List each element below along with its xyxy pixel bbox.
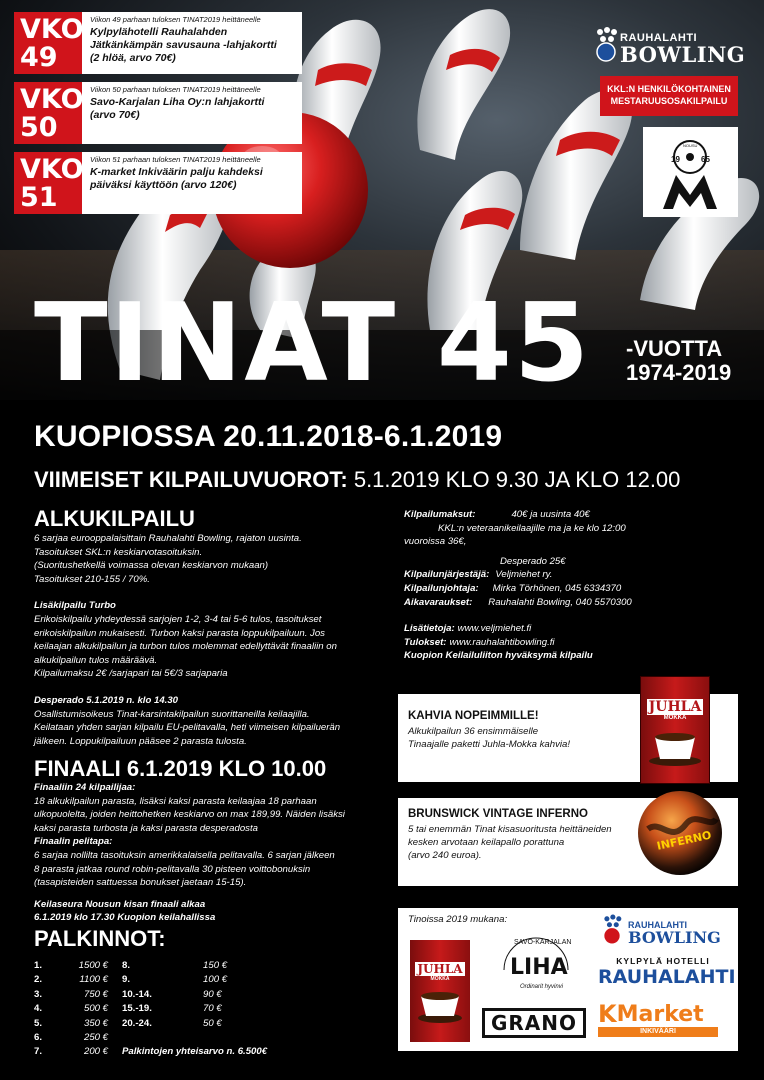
week-50-caption: Viikon 50 parhaan tuloksen TINAT2019 heittäneelle [90, 85, 261, 94]
inferno-ball [636, 789, 724, 877]
week-51-caption: Viikon 51 parhaan tuloksen TINAT2019 heittäneelle [90, 155, 261, 164]
week-50-prize-text: Savo-Karjalan Liha Oy:n lahjakortti (arvo 70€) [90, 96, 265, 121]
table-row: 6. 250 € [34, 1031, 108, 1043]
week-49-caption: Viikon 49 parhaan tuloksen TINAT2019 heittäneelle [90, 15, 261, 24]
alkukilpailu-heading: ALKUKILPAILU [34, 506, 195, 531]
sponsors-heading: Tinoissa 2019 mukana: [408, 914, 508, 925]
kkl-badge: KKL:N HENKILÖKOHTAINEN MESTARUUSOSAKILPAILU [600, 76, 738, 116]
week-49-prize [14, 12, 302, 74]
sponsors-box [398, 908, 738, 1051]
alkukilpailu-body: 6 sarjaa eurooppalaisittain Rauhalahti Bowling, rajaton uusinta. Tasoitukset SKL:n keskiarvotasoituksin. (Suoritushetkellä voimassa olevan keskiarvon mukaan) Tasoitukset 210-155 / 70%. Lisäkilpailu Turbo Erikoiskilpailu yhdeydessä sarjojen 1-2, 3-4 tai 5-6 tulos, tasoitukset erikoiskilpailun mukaisesti. Turbon kaksi parasta loppukilpailuun. Jos keilaajan alkukilpailun ja turbon tulos molemmat edellyttävät finaaliin on alkukilpailun tulos määräävä. Kilpailumaksu 2€ /sarjapari tai 5€/3 sarjaparia Desperado 5.1.2019 n. klo 14.30 Osallistumisoikeus Tinat-karsintakilpailun suorittaneilla keilaajilla. Keilataan yhden sarjan kilpailu EU-pelitavalla, heti viimeisen kilpailuerän jälkeen. Loppukilpailuun pääsee 2 parasta tulosta. [34, 532, 394, 748]
ball-box: BRUNSWICK VINTAGE INFERNO 5 tai enemmän Tinat kisasuoritusta heittäneiden kesken arvotaan keilapallo porattuna (arvo 240 euroa). [398, 798, 738, 886]
week-50-badge: VKO 50 [14, 82, 82, 144]
rauhalahti-bowling-logo: RAUHALAHTI BOWLING [588, 22, 740, 70]
ball-title: BRUNSWICK VINTAGE INFERNO [408, 808, 588, 820]
juhla-mokka-package: JUHLA MOKKA [640, 676, 710, 784]
desperado-title: Desperado 5.1.2019 n. klo 14.30 [34, 694, 178, 706]
bowling-ball-icon [636, 789, 724, 877]
table-row: 1. 1500 € 8. 150 € [34, 960, 228, 971]
table-row: 7. 200 € Palkintojen yhteisarvo n. 6.500€ [34, 1046, 267, 1060]
turbo-title: Lisäkilpailu Turbo [34, 600, 116, 612]
finaali-body: Finaaliin 24 kilpailijaa: 18 alkukilpailun parasta, lisäksi kaksi parasta keilaajaa 18 parhaan ulkopuolelta, joiden heittohetken keskiarvo on max 189,99. Näiden lisäksi kaksi parasta turbosta ja kaksi parasta desperadosta Finaalin pelitapa: 6 sarjaa nollilta tasoituksin amerikkalaisella pelitavalla. 6 sarjan jälkeen 8 parasta jatkaa round robin-pelitavalla 30 pisteen voittobonuksin (tasapisteiden sattuessa bonukset jaetaan 15-15). Keilaseura Nousun kisan finaali alkaa 6.1.2019 klo 17.30 Kuopion keilahallissa [34, 782, 345, 924]
week-51-prize [14, 152, 302, 214]
svg-text:NOUSU: NOUSU [683, 143, 698, 148]
sponsor-kylpylahotelli-logo: KYLPYLÄ HOTELLI RAUHALAHTI [598, 956, 736, 988]
main-title: TINAT 45 [34, 281, 592, 406]
svg-text:INFERNO: INFERNO [655, 828, 713, 853]
svg-text:19: 19 [671, 155, 680, 164]
week-50-prize [14, 82, 302, 144]
svg-text:LIHA: LIHA [510, 955, 568, 980]
club-logo [643, 127, 738, 217]
coffee-cup-icon [645, 727, 705, 767]
competition-info: Kilpailumaksut: 40€ ja uusinta 40€ KKL:n veteraanikeilaajille ma ja ke klo 12:00 vuoroissa 36€, Desperado 25€ Kilpailunjärjestäjä: Veljmiehet ry. Kilpailunjohtaja: Mirka Törhönen, 045 6334370 Aikavaraukset: Rauhalahti Bowling, 040 5570300 Lisätietoja: www.veljmiehet.fi Tulokset: www.rauhalahtibowling.fi Kuopion Keilailuliiton hyväksymä kilpailu [404, 509, 632, 662]
pin-top-right [417, 9, 510, 160]
sponsor-kmarket-logo: K Market INKIVÄÄRI [598, 1000, 718, 1040]
table-row: 5. 350 € 20.-24. 50 € [34, 1017, 222, 1029]
last-turns: VIIMEISET KILPAILUVUOROT: 5.1.2019 KLO 9.30 JA KLO 12.00 [34, 467, 681, 492]
sponsor-rauhalahti-bowling-logo: RAUHALAHTI BOWLING [598, 912, 728, 944]
sponsor-liha-logo [496, 930, 576, 1000]
svg-text:Ordinarit hyvinvi: Ordinarit hyvinvi [520, 984, 564, 990]
bowling-pins-icon [590, 24, 622, 64]
coffee-box: KAHVIA NOPEIMMILLE! Alkukilpailun 36 ensimmäiselle Tinaajalle paketti Juhla-Mokka kahvia! [398, 694, 738, 782]
veljmiehet-link[interactable]: www.veljmiehet.fi [457, 623, 532, 635]
sponsor-grano-logo: GRANO [482, 1008, 586, 1038]
svg-text:SAVO-KARJALAN: SAVO-KARJALAN [514, 939, 572, 946]
table-row: 2. 1100 € 9. 100 € [34, 974, 228, 986]
week-51-badge: VKO 51 [14, 152, 82, 214]
liha-logo-icon [496, 930, 576, 1000]
week-49-prize-text: Kylpylähotelli Rauhalahden Jätkänkämpän savusauna -lahjakortti (2 hlöä, arvo 70€) [90, 26, 277, 64]
nousu-club-emblem-icon [643, 127, 738, 217]
svg-text:65: 65 [701, 155, 710, 164]
palkinnot-heading: PALKINNOT: [34, 926, 166, 951]
coffee-cup-icon [412, 988, 468, 1024]
prize-table [34, 960, 267, 1061]
sponsor-juhla-mokka-logo: JUHLA MOKKA [410, 940, 470, 1042]
results-link[interactable]: www.rauhalahtibowling.fi [449, 636, 555, 648]
finaali-heading: FINAALI 6.1.2019 KLO 10.00 [34, 756, 327, 781]
years-label: -VUOTTA 1974-2019 [626, 336, 732, 385]
coffee-title: KAHVIA NOPEIMMILLE! [408, 710, 539, 722]
table-row: 3. 750 € 10.-14. 90 € [34, 988, 222, 1000]
table-row: 4. 500 € 15.-19. 70 € [34, 1003, 222, 1015]
prize-total: Palkintojen yhteisarvo n. 6.500€ [122, 1046, 268, 1058]
week-49-badge: VKO 49 [14, 12, 82, 74]
bowling-pins-icon [598, 912, 626, 946]
week-51-prize-text: K-market Inkiväärin palju kahdeksi päiväksi käyttöön (arvo 120€) [90, 166, 263, 191]
headline-dates: KUOPIOSSA 20.11.2018-6.1.2019 [34, 420, 503, 453]
